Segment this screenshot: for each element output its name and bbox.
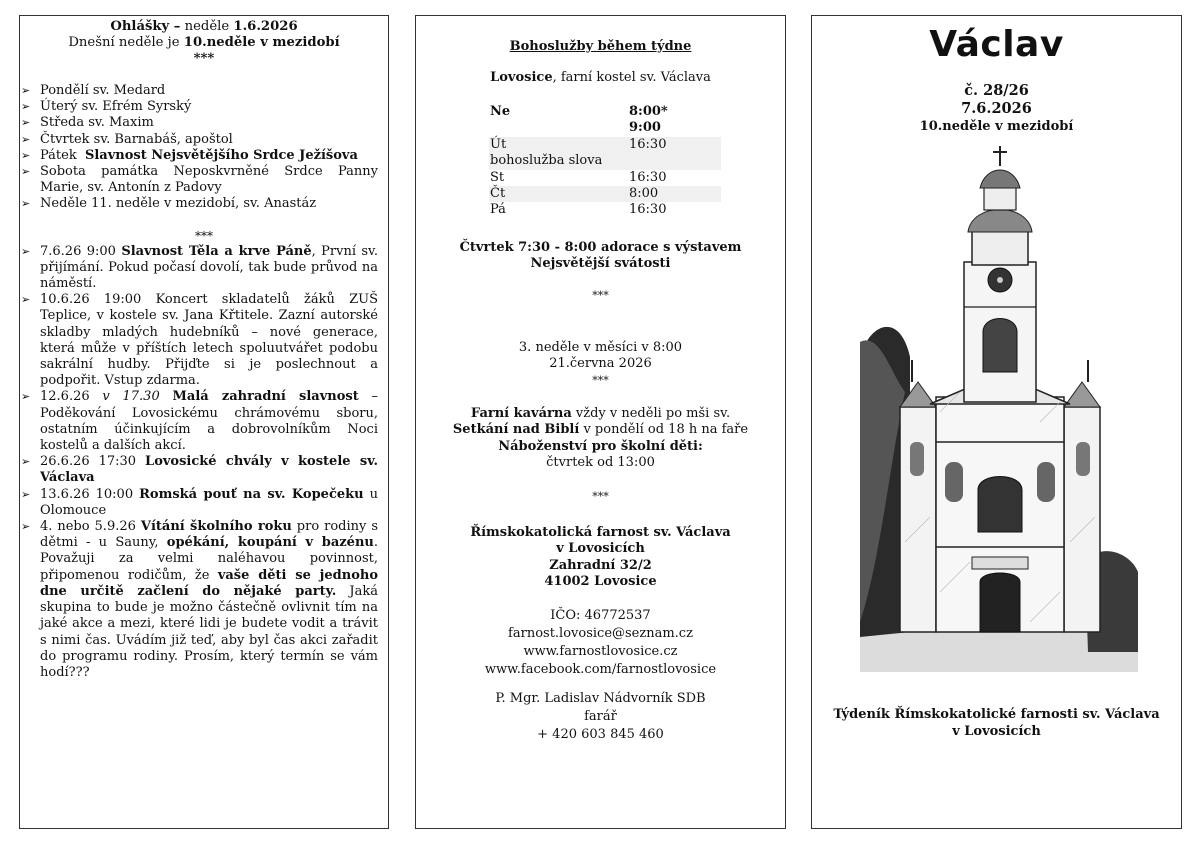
church-location: [416, 70, 785, 86]
schedule-row: [489, 170, 721, 186]
separator-stars: ***: [592, 490, 609, 503]
item-text: pro rodiny s dětmi - u Sauny,: [40, 519, 378, 551]
item-text: [160, 389, 173, 404]
address-line: Zahradní 32/2: [549, 557, 652, 573]
item-text: Pondělí sv. Medard: [40, 83, 166, 98]
separator-stars: ***: [193, 51, 215, 66]
highlight-text: Vítání školního roku: [140, 519, 292, 535]
separator-stars: ***: [592, 373, 609, 387]
arrow-bullet-icon: ➢: [21, 116, 31, 130]
highlight-text: opékání, koupání v bazénu: [166, 535, 374, 551]
parish-activities: [416, 406, 785, 472]
highlight-text: Lovosické chvály v kostele sv. Václava: [40, 454, 378, 486]
services-panel: [415, 15, 786, 829]
weekday-item: [20, 148, 378, 164]
schedule-time: [628, 153, 721, 169]
cafe-text: vždy v neděli po mši sv.: [571, 406, 731, 421]
newsletter-title: Václav: [929, 24, 1064, 65]
item-text: 12.6.26: [40, 389, 103, 405]
church-name: , farní kostel sv. Václava: [552, 70, 711, 86]
event-item: [20, 292, 378, 389]
highlight-text: Malá zahradní slavnost: [172, 389, 359, 405]
highlight-text: Slavnost Těla a krve Páně: [121, 243, 312, 259]
contact-info: [416, 607, 785, 679]
event-item: [20, 389, 378, 454]
monthly-mass: [416, 340, 785, 389]
event-item: [20, 487, 378, 519]
item-text: 7.6.26 9:00: [40, 243, 122, 259]
item-text: Čtvrtek sv. Barnabáš, apoštol: [40, 131, 233, 147]
announcements-header: [20, 19, 388, 67]
phone-number[interactable]: + 420 603 845 460: [537, 727, 664, 742]
weekday-list: [20, 83, 388, 213]
cover-panel: [811, 15, 1182, 829]
schedule-row: [489, 104, 721, 120]
schedule-row: [489, 202, 721, 218]
church-illustration: [860, 142, 1138, 672]
schedule-time: 9:00: [629, 120, 661, 136]
schedule-day: [489, 120, 628, 136]
item-text: u Olomouce: [40, 486, 378, 518]
priest-info: [416, 690, 785, 744]
item-text: 10.6.26 19:00 Koncert skladatelů žáků ZUŠ Teplice, v kostele sv. Jana Křtitele. Zazní autorské skladby mladých hudebníků – nové generace, která může v příštích letech spoluutvářet podobu sakrální hudby. Přijďte si je poslechnout a podpořit. Vstup zdarma.: [40, 292, 378, 389]
weekday-item: [20, 115, 378, 131]
schedule-time: 16:30: [629, 202, 667, 218]
item-text: Pátek: [40, 147, 77, 163]
schedule-row: [489, 120, 721, 136]
weekday-item: [20, 83, 378, 99]
schedule-time: 8:00*: [629, 104, 668, 119]
religion-time: čtvrtek od 13:00: [546, 455, 655, 471]
arrow-bullet-icon: ➢: [21, 132, 31, 146]
schedule-day: Pá: [490, 202, 506, 218]
separator-stars: ***: [195, 228, 213, 243]
issue-number: č. 28/26: [964, 82, 1029, 99]
item-text: Středa sv. Maxim: [40, 115, 154, 131]
services-title: Bohoslužby během týdne: [509, 39, 692, 54]
religion-label: Náboženství pro školní děti:: [498, 438, 703, 454]
bible-text: v pondělí od 18 h na faře: [579, 422, 749, 438]
priest-name: P. Mgr. Ladislav Nádvorník SDB: [495, 691, 706, 706]
mass-schedule-table: [489, 104, 721, 219]
bible-line: [416, 422, 785, 438]
item-text: , První sv. přijímání. Pokud počasí dovolí, tak bude průvod na náměstí.: [40, 243, 378, 292]
events-list: [20, 244, 388, 681]
schedule-day: St: [490, 169, 505, 185]
arrow-bullet-icon: ➢: [21, 197, 31, 211]
italic-time: v 17.30: [102, 389, 160, 405]
announcements-date-label: neděle: [184, 19, 230, 34]
cafe-line: [416, 406, 785, 422]
priest-role: farář: [584, 709, 617, 724]
monthly-mass-line-1: 3. neděle v měsíci v 8:00: [518, 340, 683, 355]
arrow-bullet-icon: ➢: [21, 520, 31, 534]
ico-number: IČO: 46772537: [550, 608, 651, 623]
weekday-item: [20, 164, 378, 196]
bible-label: Setkání nad Biblí: [452, 422, 580, 438]
event-item: [20, 519, 378, 681]
facebook-link[interactable]: www.facebook.com/farnostlovosice: [484, 662, 717, 677]
today-sunday: 10.neděle v mezidobí: [183, 35, 340, 50]
issue-info: [812, 82, 1181, 117]
schedule-row: [489, 137, 721, 153]
arrow-bullet-icon: ➢: [21, 165, 31, 179]
weekday-item: [20, 132, 378, 148]
item-text: . Považuji za velmi naléhavou povinnost, připomenou rodičům, že: [40, 535, 378, 583]
highlight-text: Slavnost Nejsvětějšího Srdce Ježíšova: [84, 147, 358, 163]
arrow-bullet-icon: ➢: [21, 293, 31, 307]
schedule-day: bohoslužba slova: [489, 153, 628, 169]
item-text: 26.6.26 17:30: [40, 454, 146, 470]
event-item: [20, 454, 378, 486]
item-text: Jaká skupina to bude je možno částečně ovlivnit tím na jaké akce a mezi, které lidi je budete vodit a trávit s nimi čas. Uvádím již teď, aby byl čas akci zařadit do programu rodiny. Prosím, který termín se vám hodí???: [40, 583, 378, 680]
item-text: – Poděkování Lovosickému chrámovému sboru, ostatním účinkujícím a dobrovolníkům Noci kostelů a dalších akcí.: [40, 389, 378, 454]
separator-stars: ***: [592, 289, 609, 302]
highlight-text: Romská pouť na sv. Kopečeku: [139, 486, 364, 502]
highlight-text: vaše děti se jednoho dne určitě začlení do nějaké party.: [40, 567, 378, 599]
item-text: Úterý sv. Efrém Syrský: [40, 99, 192, 115]
schedule-day: Út: [489, 137, 628, 153]
address-line: 41002 Lovosice: [544, 574, 657, 590]
arrow-bullet-icon: ➢: [21, 244, 31, 258]
item-text: Neděle 11. neděle v mezidobí, sv. Anastáz: [40, 196, 317, 212]
cafe-label: Farní kavárna: [470, 406, 572, 421]
adoration-note: [416, 240, 785, 273]
arrow-bullet-icon: ➢: [21, 487, 31, 501]
schedule-row: [489, 153, 721, 169]
arrow-bullet-icon: ➢: [21, 84, 31, 97]
arrow-bullet-icon: ➢: [21, 148, 31, 162]
arrow-bullet-icon: ➢: [21, 390, 31, 404]
address-line: v Lovosicích: [556, 541, 645, 557]
schedule-time: 16:30: [629, 169, 667, 185]
item-text: 13.6.26 10:00: [40, 486, 140, 502]
weekday-item: [20, 196, 378, 212]
email-link[interactable]: farnost.lovosice@seznam.cz: [508, 626, 693, 641]
schedule-time: 8:00: [628, 186, 721, 202]
schedule-day: Čt: [489, 186, 628, 202]
cover-sunday: 10.neděle v mezidobí: [919, 119, 1074, 134]
today-prefix: Dnešní neděle je: [68, 35, 180, 50]
website-link[interactable]: www.farnostlovosice.cz: [523, 644, 678, 659]
announcements-title: Ohlášky –: [110, 19, 181, 34]
monthly-mass-date: 21.června 2026: [549, 356, 652, 372]
announcements-panel: [19, 15, 389, 829]
adoration-line-1: Čtvrtek 7:30 - 8:00 adorace s výstavem: [459, 240, 742, 255]
adoration-line-2: Nejsvětější svátosti: [530, 256, 671, 272]
event-item: [20, 244, 378, 293]
issue-date: 7.6.2026: [961, 99, 1032, 117]
announcements-date: 1.6.2026: [233, 19, 298, 34]
footer-line-1: Týdeník Římskokatolické farnosti sv. Václava: [833, 707, 1160, 722]
footer-line-2: v Lovosicích: [952, 723, 1041, 739]
arrow-bullet-icon: ➢: [21, 455, 31, 469]
church-town: Lovosice: [490, 70, 553, 86]
address-line: Římskokatolická farnost sv. Václava: [470, 525, 731, 540]
schedule-time: 16:30: [628, 137, 721, 153]
item-text: 4. nebo 5.9.26: [40, 519, 141, 535]
schedule-day: Ne: [490, 104, 511, 119]
newsletter-footer: [812, 707, 1181, 740]
weekday-item: [20, 99, 378, 115]
arrow-bullet-icon: ➢: [21, 100, 31, 114]
parish-address: [416, 525, 785, 591]
item-text: Sobota památka Neposkvrněné Srdce Panny Marie, sv. Antonín z Padovy: [40, 164, 378, 196]
schedule-row: [489, 186, 721, 202]
